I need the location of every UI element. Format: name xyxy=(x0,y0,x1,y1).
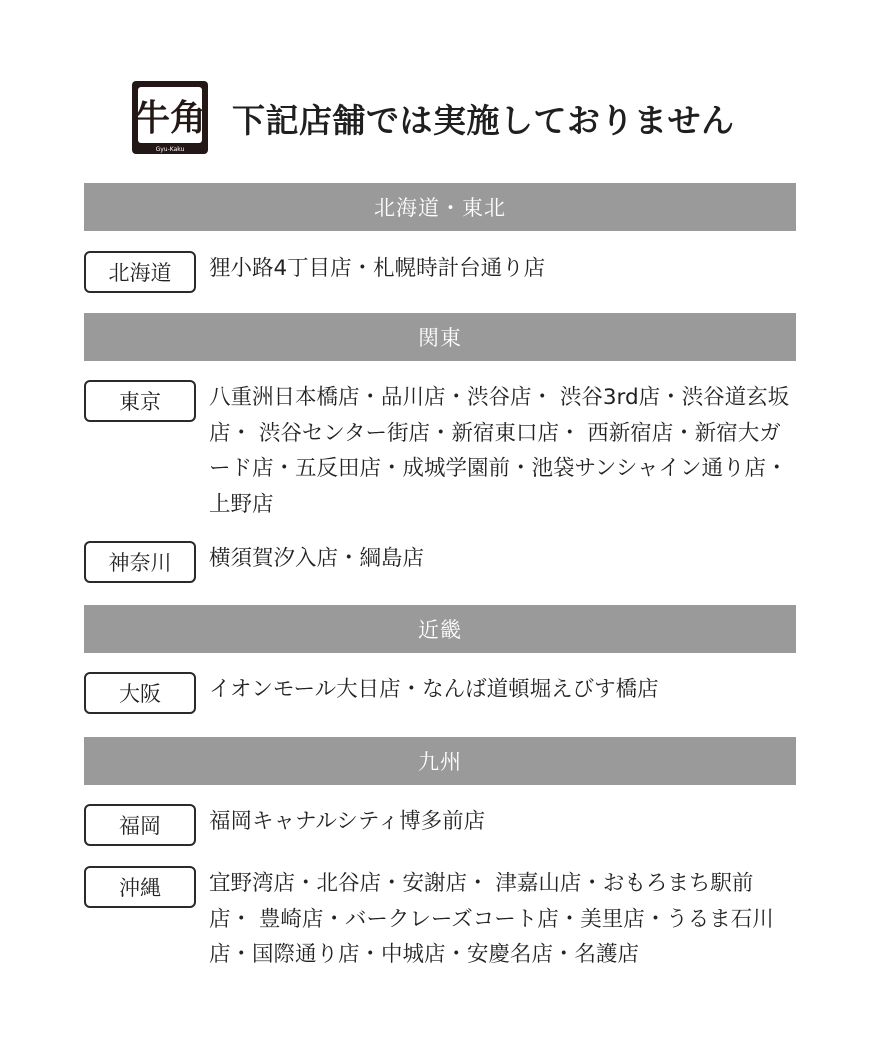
store-list: 宜野湾店・北谷店・安謝店・ 津嘉山店・おもろまち駅前店・ 豊崎店・バークレーズコート店・美里店・うるま石川店・国際通り店・中城店・安慶名店・名護店 xyxy=(209,871,774,967)
prefecture-tag: 東京 xyxy=(84,380,196,422)
region-bar-kinki: 近畿 xyxy=(84,605,796,653)
region-bar-hokkaido-tohoku: 北海道・東北 xyxy=(84,183,796,231)
prefecture-tag: 沖縄 xyxy=(84,866,196,908)
page-title: 下記店舗では実施しておりません xyxy=(232,100,735,140)
prefecture-tag: 北海道 xyxy=(84,251,196,293)
prefecture-tag: 福岡 xyxy=(84,804,196,846)
gyukaku-logo xyxy=(130,78,212,158)
region-bar-kanto: 関東 xyxy=(84,313,796,361)
store-list: 狸小路4丁目店・札幌時計台通り店 xyxy=(209,256,546,281)
prefecture-tag: 神奈川 xyxy=(84,541,196,583)
logo-text: 牛角 xyxy=(133,97,207,139)
logo-subtext: Gyu-Kaku xyxy=(155,146,185,153)
store-list: イオンモール大日店・なんば道頓堀えびす橋店 xyxy=(209,677,659,702)
store-list: 福岡キャナルシティ博多前店 xyxy=(209,809,486,834)
page-header xyxy=(130,78,735,158)
prefecture-tag: 大阪 xyxy=(84,672,196,714)
store-list: 八重洲日本橋店・品川店・渋谷店・ 渋谷3rd店・渋谷道玄坂店・ 渋谷センター街店・新宿東口店・ 西新宿店・新宿大ガード店・五反田店・成城学園前・池袋サンシャイン通り店・上野店 xyxy=(209,385,790,517)
store-list: 横須賀汐入店・綱島店 xyxy=(209,546,425,571)
region-bar-kyushu: 九州 xyxy=(84,737,796,785)
